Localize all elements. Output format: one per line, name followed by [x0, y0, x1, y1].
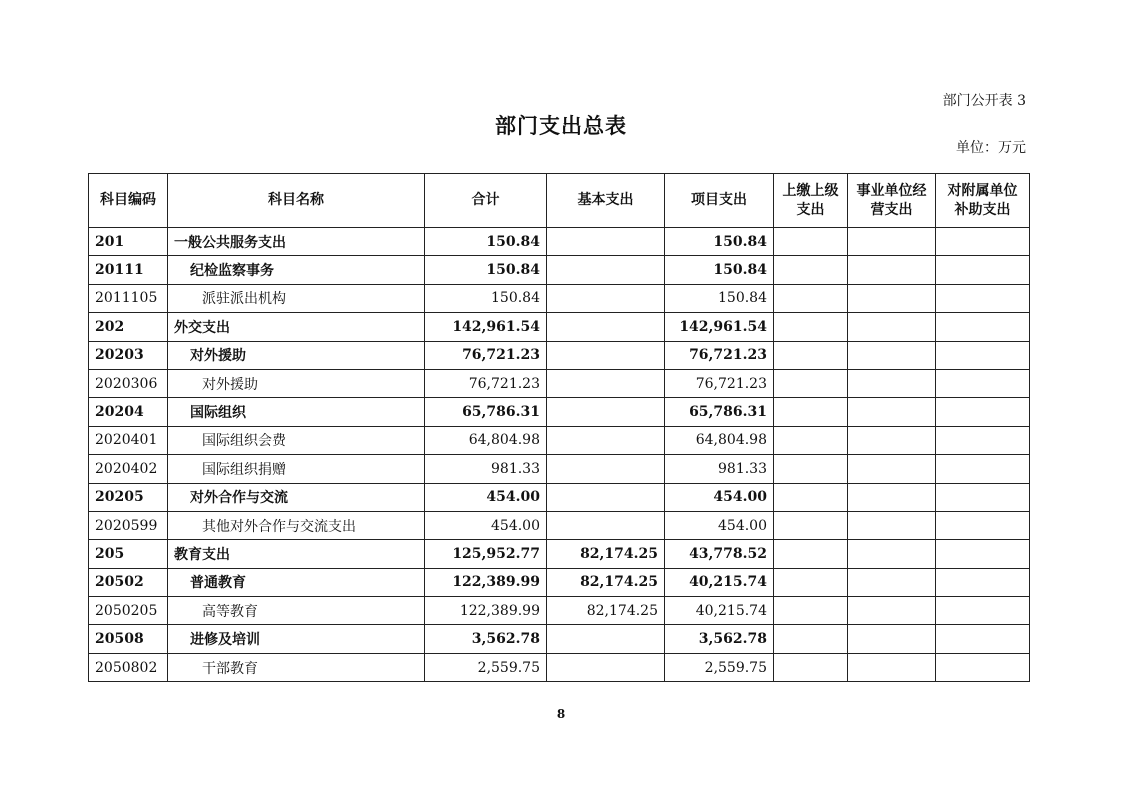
cell-subsidiary — [936, 369, 1030, 397]
cell-upper — [774, 540, 848, 568]
cell-subsidiary — [936, 256, 1030, 284]
cell-total: 454.00 — [425, 511, 547, 539]
cell-project: 64,804.98 — [665, 426, 774, 454]
cell-name: 对外援助 — [168, 341, 425, 369]
table-row — [89, 568, 1030, 596]
cell-upper — [774, 426, 848, 454]
cell-subsidiary — [936, 313, 1030, 341]
table-row — [89, 341, 1030, 369]
cell-basic — [547, 369, 665, 397]
cell-code: 20204 — [89, 398, 168, 426]
cell-upper — [774, 284, 848, 312]
cell-name: 国际组织会费 — [168, 426, 425, 454]
cell-code: 20502 — [89, 568, 168, 596]
cell-code: 202 — [89, 313, 168, 341]
cell-upper — [774, 483, 848, 511]
table-row — [89, 284, 1030, 312]
cell-project: 454.00 — [665, 511, 774, 539]
table-row — [89, 426, 1030, 454]
cell-business — [848, 228, 936, 256]
col-header-upper: 上缴上级支出 — [774, 174, 848, 228]
cell-total: 122,389.99 — [425, 568, 547, 596]
cell-name: 干部教育 — [168, 653, 425, 681]
cell-name: 教育支出 — [168, 540, 425, 568]
cell-total: 3,562.78 — [425, 625, 547, 653]
cell-business — [848, 483, 936, 511]
cell-subsidiary — [936, 341, 1030, 369]
cell-name: 普通教育 — [168, 568, 425, 596]
col-header-project: 项目支出 — [665, 174, 774, 228]
cell-business — [848, 511, 936, 539]
table-number: 部门公开表 3 — [942, 93, 1026, 109]
cell-subsidiary — [936, 597, 1030, 625]
cell-total: 150.84 — [425, 256, 547, 284]
cell-name: 对外合作与交流 — [168, 483, 425, 511]
cell-basic — [547, 455, 665, 483]
table-row — [89, 511, 1030, 539]
cell-total: 125,952.77 — [425, 540, 547, 568]
cell-code: 20508 — [89, 625, 168, 653]
cell-basic — [547, 284, 665, 312]
table-row — [89, 540, 1030, 568]
cell-business — [848, 341, 936, 369]
cell-project: 40,215.74 — [665, 597, 774, 625]
cell-subsidiary — [936, 483, 1030, 511]
cell-upper — [774, 369, 848, 397]
cell-basic — [547, 653, 665, 681]
cell-project: 76,721.23 — [665, 369, 774, 397]
cell-total: 2,559.75 — [425, 653, 547, 681]
cell-project: 150.84 — [665, 284, 774, 312]
table-body — [89, 228, 1030, 682]
cell-basic — [547, 511, 665, 539]
cell-business — [848, 568, 936, 596]
cell-upper — [774, 455, 848, 483]
cell-code: 2020306 — [89, 369, 168, 397]
cell-basic — [547, 625, 665, 653]
col-header-business: 事业单位经营支出 — [848, 174, 936, 228]
cell-business — [848, 597, 936, 625]
cell-project: 43,778.52 — [665, 540, 774, 568]
cell-name: 国际组织捐赠 — [168, 455, 425, 483]
cell-basic: 82,174.25 — [547, 597, 665, 625]
page-number: 8 — [556, 707, 566, 721]
cell-project: 65,786.31 — [665, 398, 774, 426]
table-row — [89, 625, 1030, 653]
cell-total: 65,786.31 — [425, 398, 547, 426]
cell-total: 76,721.23 — [425, 369, 547, 397]
cell-business — [848, 284, 936, 312]
cell-basic — [547, 398, 665, 426]
cell-business — [848, 256, 936, 284]
cell-basic — [547, 483, 665, 511]
table-row — [89, 398, 1030, 426]
cell-subsidiary — [936, 455, 1030, 483]
cell-total: 981.33 — [425, 455, 547, 483]
cell-name: 一般公共服务支出 — [168, 228, 425, 256]
cell-upper — [774, 568, 848, 596]
expenditure-table — [88, 173, 1030, 682]
cell-business — [848, 426, 936, 454]
table-row — [89, 313, 1030, 341]
cell-code: 2050205 — [89, 597, 168, 625]
cell-code: 20203 — [89, 341, 168, 369]
cell-basic — [547, 228, 665, 256]
cell-subsidiary — [936, 228, 1030, 256]
cell-code: 20205 — [89, 483, 168, 511]
cell-total: 150.84 — [425, 228, 547, 256]
cell-upper — [774, 341, 848, 369]
table-row — [89, 653, 1030, 681]
cell-name: 纪检监察事务 — [168, 256, 425, 284]
cell-project: 142,961.54 — [665, 313, 774, 341]
cell-upper — [774, 398, 848, 426]
cell-code: 2020402 — [89, 455, 168, 483]
cell-upper — [774, 597, 848, 625]
col-header-code: 科目编码 — [89, 174, 168, 228]
cell-basic — [547, 313, 665, 341]
cell-upper — [774, 228, 848, 256]
cell-upper — [774, 511, 848, 539]
cell-name: 其他对外合作与交流支出 — [168, 511, 425, 539]
cell-business — [848, 653, 936, 681]
cell-basic: 82,174.25 — [547, 540, 665, 568]
cell-business — [848, 313, 936, 341]
cell-project: 150.84 — [665, 256, 774, 284]
cell-basic — [547, 256, 665, 284]
cell-subsidiary — [936, 511, 1030, 539]
cell-code: 201 — [89, 228, 168, 256]
table-row — [89, 483, 1030, 511]
cell-name: 派驻派出机构 — [168, 284, 425, 312]
cell-code: 20111 — [89, 256, 168, 284]
cell-code: 2050802 — [89, 653, 168, 681]
cell-upper — [774, 313, 848, 341]
cell-business — [848, 398, 936, 426]
col-header-basic: 基本支出 — [547, 174, 665, 228]
cell-subsidiary — [936, 540, 1030, 568]
cell-code: 2020599 — [89, 511, 168, 539]
cell-basic: 82,174.25 — [547, 568, 665, 596]
table-row — [89, 369, 1030, 397]
table-row — [89, 597, 1030, 625]
cell-project: 454.00 — [665, 483, 774, 511]
cell-business — [848, 625, 936, 653]
cell-total: 142,961.54 — [425, 313, 547, 341]
table-row — [89, 228, 1030, 256]
cell-total: 122,389.99 — [425, 597, 547, 625]
cell-name: 对外援助 — [168, 369, 425, 397]
cell-name: 高等教育 — [168, 597, 425, 625]
cell-total: 150.84 — [425, 284, 547, 312]
cell-subsidiary — [936, 568, 1030, 596]
page-title: 部门支出总表 — [495, 114, 627, 138]
cell-project: 3,562.78 — [665, 625, 774, 653]
cell-total: 454.00 — [425, 483, 547, 511]
cell-business — [848, 540, 936, 568]
cell-upper — [774, 256, 848, 284]
cell-subsidiary — [936, 653, 1030, 681]
cell-project: 76,721.23 — [665, 341, 774, 369]
cell-code: 2020401 — [89, 426, 168, 454]
cell-business — [848, 369, 936, 397]
cell-name: 进修及培训 — [168, 625, 425, 653]
cell-upper — [774, 625, 848, 653]
cell-code: 2011105 — [89, 284, 168, 312]
cell-project: 40,215.74 — [665, 568, 774, 596]
col-header-subsidiary: 对附属单位补助支出 — [936, 174, 1030, 228]
col-header-total: 合计 — [425, 174, 547, 228]
col-header-name: 科目名称 — [168, 174, 425, 228]
cell-upper — [774, 653, 848, 681]
cell-name: 外交支出 — [168, 313, 425, 341]
unit-label: 单位：万元 — [956, 140, 1026, 156]
table-header-row — [89, 174, 1030, 228]
cell-project: 981.33 — [665, 455, 774, 483]
cell-total: 64,804.98 — [425, 426, 547, 454]
cell-total: 76,721.23 — [425, 341, 547, 369]
cell-basic — [547, 341, 665, 369]
cell-business — [848, 455, 936, 483]
cell-code: 205 — [89, 540, 168, 568]
table-row — [89, 256, 1030, 284]
cell-subsidiary — [936, 426, 1030, 454]
cell-subsidiary — [936, 398, 1030, 426]
cell-subsidiary — [936, 284, 1030, 312]
table-row — [89, 455, 1030, 483]
cell-name: 国际组织 — [168, 398, 425, 426]
cell-basic — [547, 426, 665, 454]
cell-project: 2,559.75 — [665, 653, 774, 681]
cell-subsidiary — [936, 625, 1030, 653]
cell-project: 150.84 — [665, 228, 774, 256]
